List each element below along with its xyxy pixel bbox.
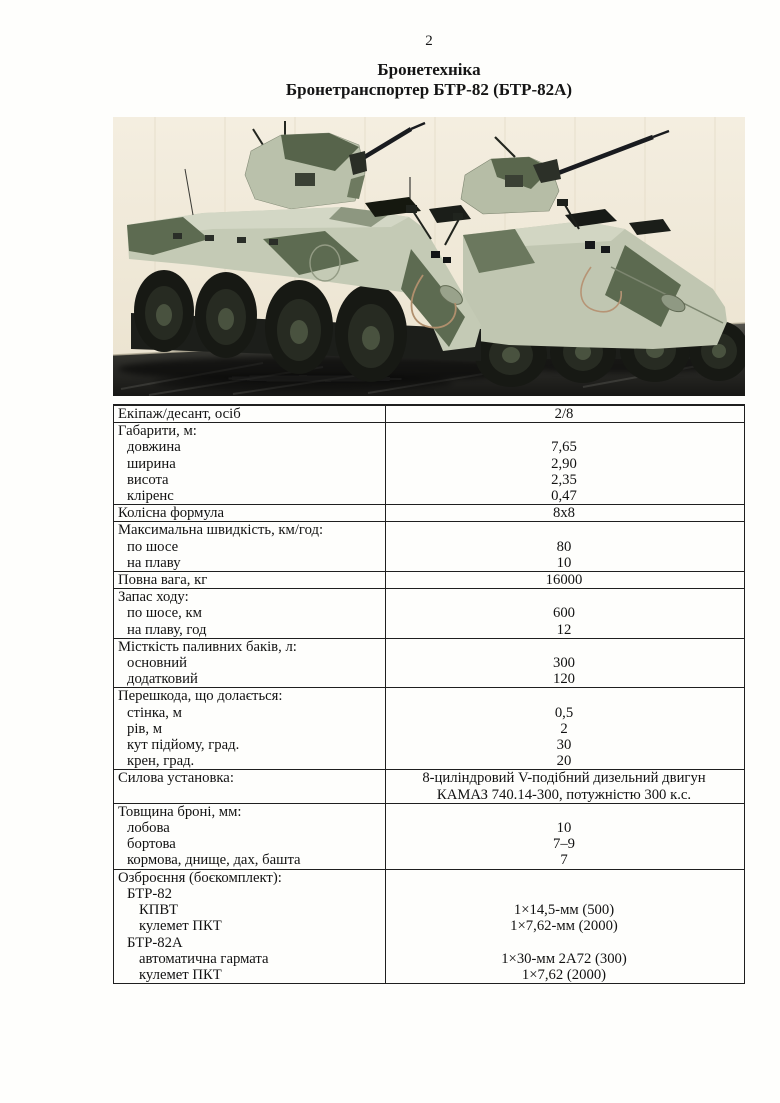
spec-row (114, 902, 745, 918)
spec-value: 0,5 (554, 704, 574, 721)
spec-row (114, 918, 745, 934)
spec-row (114, 721, 745, 737)
spec-value (386, 886, 745, 902)
spec-row (114, 456, 745, 472)
spec-value (386, 522, 745, 539)
spec-label: Колісна формула (114, 505, 386, 522)
spec-value (386, 803, 745, 820)
spec-row (114, 671, 745, 688)
spec-row (114, 488, 745, 505)
spec-label: основний (114, 655, 386, 671)
page-number: 2 (425, 33, 433, 49)
spec-label: лобова (114, 820, 386, 836)
spec-row (114, 539, 745, 555)
spec-value: 0,47 (551, 488, 577, 505)
spec-group (114, 688, 745, 770)
spec-label: ширина (114, 456, 386, 472)
spec-value: 120 (552, 671, 576, 688)
spec-group (114, 770, 745, 803)
spec-label: кліренс (114, 488, 386, 505)
spec-value: 8х8 (386, 505, 745, 522)
spec-value: 10 (556, 820, 572, 837)
spec-row (114, 705, 745, 721)
spec-label: Запас ходу: (114, 589, 386, 606)
btr-photo-illustration (113, 117, 745, 396)
spec-row (114, 787, 745, 804)
page-content (113, 0, 745, 984)
spec-row (114, 638, 745, 655)
spec-value (386, 638, 745, 655)
spec-row (114, 405, 745, 423)
spec-label: бортова (114, 836, 386, 852)
spec-value (386, 423, 745, 440)
spec-row (114, 688, 745, 705)
spec-group (114, 405, 745, 423)
spec-label: БТР-82А (114, 935, 386, 951)
spec-group (114, 572, 745, 589)
spec-label: Повна вага, кг (114, 572, 386, 589)
spec-label: Габарити, м: (114, 423, 386, 440)
spec-row (114, 572, 745, 589)
spec-row (114, 820, 745, 836)
spec-value: 16000 (386, 572, 745, 589)
spec-value: КАМАЗ 740.14-300, потужністю 300 к.с. (436, 786, 692, 803)
spec-value (386, 935, 745, 951)
spec-group (114, 589, 745, 639)
spec-row (114, 423, 745, 440)
spec-row (114, 770, 745, 787)
spec-value: 1×14,5-мм (500) (513, 902, 615, 919)
spec-value: 30 (556, 737, 572, 754)
spec-value: 12 (556, 621, 572, 638)
spec-row (114, 852, 745, 869)
spec-label: на плаву (114, 555, 386, 572)
spec-value: 80 (556, 538, 572, 555)
spec-row (114, 935, 745, 951)
spec-group (114, 522, 745, 572)
spec-label: БТР-82 (114, 886, 386, 902)
spec-table (113, 404, 745, 984)
spec-label: КПВТ (114, 902, 386, 918)
spec-label: довжина (114, 439, 386, 455)
spec-row (114, 869, 745, 886)
spec-label: автоматична гармата (114, 951, 386, 967)
spec-row (114, 522, 745, 539)
spec-group (114, 638, 745, 688)
spec-label: Максимальна швидкість, км/год: (114, 522, 386, 539)
spec-row (114, 605, 745, 621)
spec-value: 8-циліндровий V-подібний дизельний двигун (386, 770, 745, 787)
spec-label: Товщина броні, мм: (114, 803, 386, 820)
spec-value: 2/8 (386, 405, 745, 423)
spec-group (114, 803, 745, 869)
spec-value (386, 688, 745, 705)
page-title: Бронетехніка (377, 60, 481, 79)
spec-value: 1×30-мм 2А72 (300) (501, 950, 627, 967)
spec-value (386, 589, 745, 606)
spec-label: по шосе, км (114, 605, 386, 621)
spec-value: 7 (560, 852, 568, 869)
spec-label: стінка, м (114, 705, 386, 721)
spec-value: 1×7,62-мм (2000) (510, 918, 618, 935)
spec-value: 2,90 (551, 455, 577, 472)
spec-label: Перешкода, що долається: (114, 688, 386, 705)
spec-row (114, 951, 745, 967)
spec-label: Місткість паливних баків, л: (114, 638, 386, 655)
spec-row (114, 555, 745, 572)
page-subtitle: Бронетранспортер БТР-82 (БТР-82А) (285, 80, 573, 99)
spec-row (114, 655, 745, 671)
spec-label: кулемет ПКТ (114, 967, 386, 984)
spec-row (114, 472, 745, 488)
spec-value: 20 (556, 753, 572, 770)
spec-label: на плаву, год (114, 622, 386, 639)
spec-row (114, 505, 745, 522)
spec-value (386, 869, 745, 886)
spec-label: кулемет ПКТ (114, 918, 386, 934)
spec-row (114, 803, 745, 820)
spec-value: 2,35 (551, 471, 577, 488)
spec-value: 300 (552, 655, 576, 672)
spec-label: висота (114, 472, 386, 488)
spec-label: додатковий (114, 671, 386, 688)
spec-row (114, 439, 745, 455)
spec-value: 600 (552, 605, 576, 622)
spec-row (114, 886, 745, 902)
spec-label: по шосе (114, 539, 386, 555)
spec-label: рів, м (114, 721, 386, 737)
spec-group (114, 505, 745, 522)
spec-row (114, 589, 745, 606)
spec-value: 7,65 (551, 439, 577, 456)
spec-label: Екіпаж/десант, осіб (114, 405, 386, 423)
spec-row (114, 836, 745, 852)
spec-label: кормова, днище, дах, башта (114, 852, 386, 869)
spec-value: 7–9 (552, 836, 576, 853)
spec-row (114, 737, 745, 753)
spec-value: 1×7,62 (2000) (521, 966, 607, 983)
spec-value: 10 (556, 554, 572, 571)
spec-label (114, 787, 386, 804)
spec-group (114, 423, 745, 505)
spec-group (114, 869, 745, 983)
spec-value: 2 (560, 720, 568, 737)
spec-row (114, 622, 745, 639)
spec-label: крен, град. (114, 753, 386, 770)
spec-label: кут підйому, град. (114, 737, 386, 753)
vehicle-photo (113, 117, 745, 396)
spec-label: Силова установка: (114, 770, 386, 787)
spec-row (114, 753, 745, 770)
spec-label: Озброєння (боєкомплект): (114, 869, 386, 886)
spec-row (114, 967, 745, 984)
